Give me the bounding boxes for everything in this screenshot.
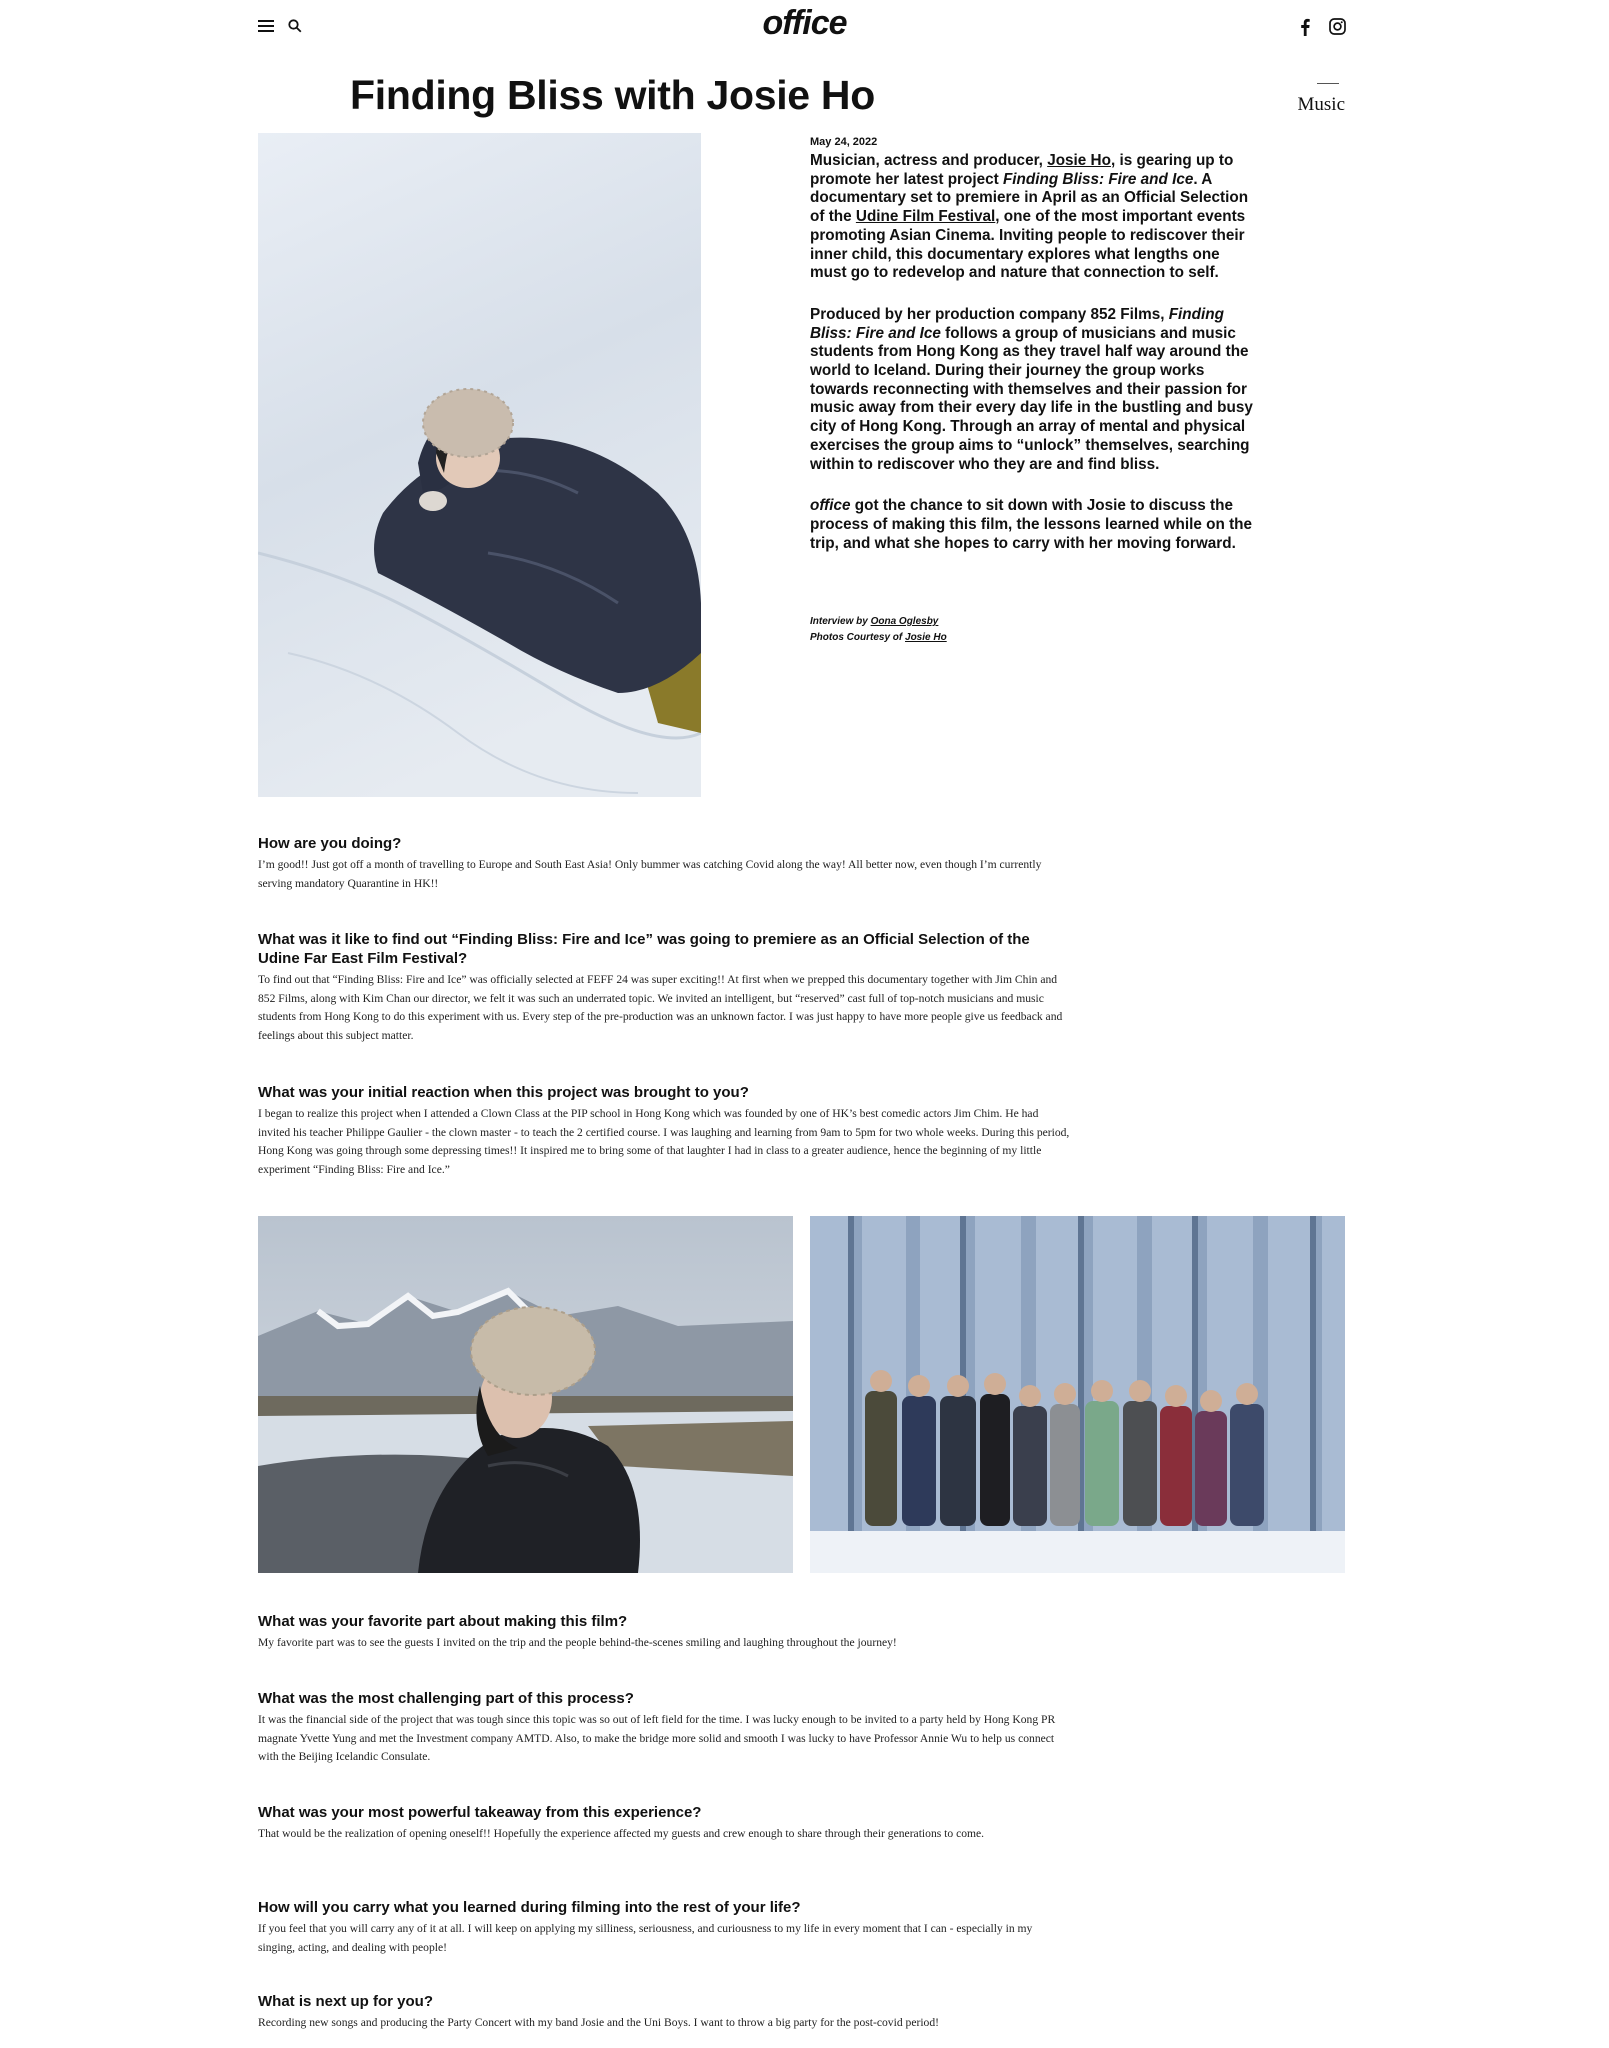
interview-credit [810,614,947,630]
qa-answer: That would be the realization of opening oneself!! Hopefully the experience affected my guests and crew enough to share through their generations to come. [258,1827,985,1840]
qa-answer: My favorite part was to see the guests I invited on the trip and the people behind-the-scenes smiling and laughing throughout the journey! [258,1636,897,1649]
qa-item [258,1612,1070,1653]
qa-item [258,1083,1070,1179]
josie-ho-link[interactable]: Josie Ho [1047,152,1111,169]
qa-item [258,1992,1070,2033]
qa-question: What was your most powerful takeaway from this experience? [258,1804,702,1821]
article-date: May 24, 2022 [810,136,878,148]
interviewer-link[interactable]: Oona Oglesby [870,616,939,627]
article-intro [810,152,1260,576]
intro-text: follows a group of musicians and music students from Hong Kong as they travel half way around the world to Iceland. During their journey the group works towards reconnecting with themselves and their passion for music away from their every day life in the bustling and busy city of Hong Kong. Through an array of mental and physical exercises the group aims to “unlock” themselves, searching within to rediscover who they are and find bliss. [810,324,1253,473]
qa-question: What was your favorite part about making this film? [258,1613,628,1630]
photographer-link[interactable]: Josie Ho [905,632,947,643]
film-title-italic: Finding Bliss: Fire and Ice [810,305,1224,342]
qa-answer: To find out that “Finding Bliss: Fire and Ice” was officially selected at FEFF 24 was super exciting!! At first when we prepped this documentary together with Jim Chin and 852 Films, along with Kim Chan our director, we felt it was such an underrated topic. We invited an intelligent, but “reserved” cast full of top-notch musicians and music students from Hong Kong to do this experiment with us. Every step of the pre-production was an unknown factor. I was just happy to have more people give us feedback and feelings about this subject matter. [258,973,1063,1042]
intro-paragraph [810,497,1260,553]
intro-text: Musician, actress and producer, [810,152,1048,169]
intro-text: , one of the most important events promoting Asian Cinema. Inviting people to rediscover their inner child, this documentary explores what lengths one must go to redevelop and nature that connection to self. [810,208,1246,282]
qa-item [258,1689,1070,1767]
category-dash [1317,83,1339,84]
category-label: Music [1297,94,1345,115]
qa-item [258,1803,1070,1844]
qa-question: How will you carry what you learned during filming into the rest of your life? [258,1899,801,1916]
qa-item [258,834,1070,893]
article-credits [810,614,947,646]
qa-question: What is next up for you? [258,1993,433,2010]
credit-label: Interview by [810,616,871,627]
film-title-italic: Finding Bliss: Fire and Ice [1002,170,1194,188]
qa-item [258,1898,1070,1957]
intro-text: got the chance to sit down with Josie to discuss the process of making this film, the lessons learned while on the trip, and what she hopes to carry with her moving forward. [810,497,1253,552]
intro-paragraph [810,152,1260,283]
qa-item [258,930,1070,1045]
qa-answer: Recording new songs and producing the Party Concert with my band Josie and the Uni Boys. I want to throw a big party for the post-covid period! [258,2016,940,2029]
instagram-icon[interactable] [1329,18,1346,35]
hero-photo-snow [258,133,701,797]
office-italic: office [810,497,851,515]
qa-answer: I’m good!! Just got off a month of travelling to Europe and South East Asia! Only bummer was catching Covid along the way! All better now, even though I’m currently serving mandatory Quarantine in HK!! [258,858,1042,890]
photo-group-ice-wall [810,1216,1345,1573]
site-logo[interactable]: office [762,4,847,42]
photo-josie-portrait [258,1216,793,1573]
intro-text: . A documentary set to premiere in April as an Official Selection of the [810,170,1249,226]
intro-text: Produced by her production company 852 Films, [810,305,1169,323]
udine-film-festival-link[interactable]: Udine Film Festival [855,208,996,226]
intro-paragraph [810,306,1260,474]
photo-credit [810,630,947,646]
qa-question: What was the most challenging part of this process? [258,1690,634,1707]
category-link[interactable] [1275,72,1345,116]
qa-answer: It was the financial side of the project that was tough since this topic was so out of left field for the time. I was lucky enough to be invited to a party held by Hong Kong PR magnate Yvette Yung and met the Investment company AMTD. Also, to make the bridge more solid and smooth I was lucky to have Professor Annie Wu to help us connect with the Beijing Icelandic Consulate. [258,1713,1056,1763]
intro-text: , is gearing up to promote her latest project [810,152,1234,188]
qa-answer: I began to realize this project when I attended a Clown Class at the PIP school in Hong Kong which was founded by one of HK’s best comedic actors Jim Chim. He had invited his teacher Philippe Gaulier - the clown master - to teach the 2 certified course. I was laughing and learning from 9am to 5pm for two whole weeks. During this period, Hong Kong was going through some depressing times!! It inspired me to bring some of that laughter I had in class to a greater audience, hence the beginning of my little experiment “Finding Bliss: Fire and Ice.” [258,1107,1070,1176]
facebook-icon[interactable] [1298,18,1312,36]
qa-question: What was your initial reaction when this project was brought to you? [258,1084,749,1101]
qa-question: How are you doing? [258,835,402,852]
qa-answer: If you feel that you will carry any of it at all. I will keep on applying my silliness, seriousness, and curiousness to my life in every moment that I can - especially in my singing, acting, and dealing with people! [258,1922,1033,1954]
qa-question: What was it like to find out “Finding Bliss: Fire and Ice” was going to premiere as an Official Selection of the Udine Far East Film Festival? [258,931,1030,967]
credit-label: Photos Courtesy of [810,632,906,643]
article-title: Finding Bliss with Josie Ho [350,72,875,118]
site-logo-container [0,4,1609,43]
